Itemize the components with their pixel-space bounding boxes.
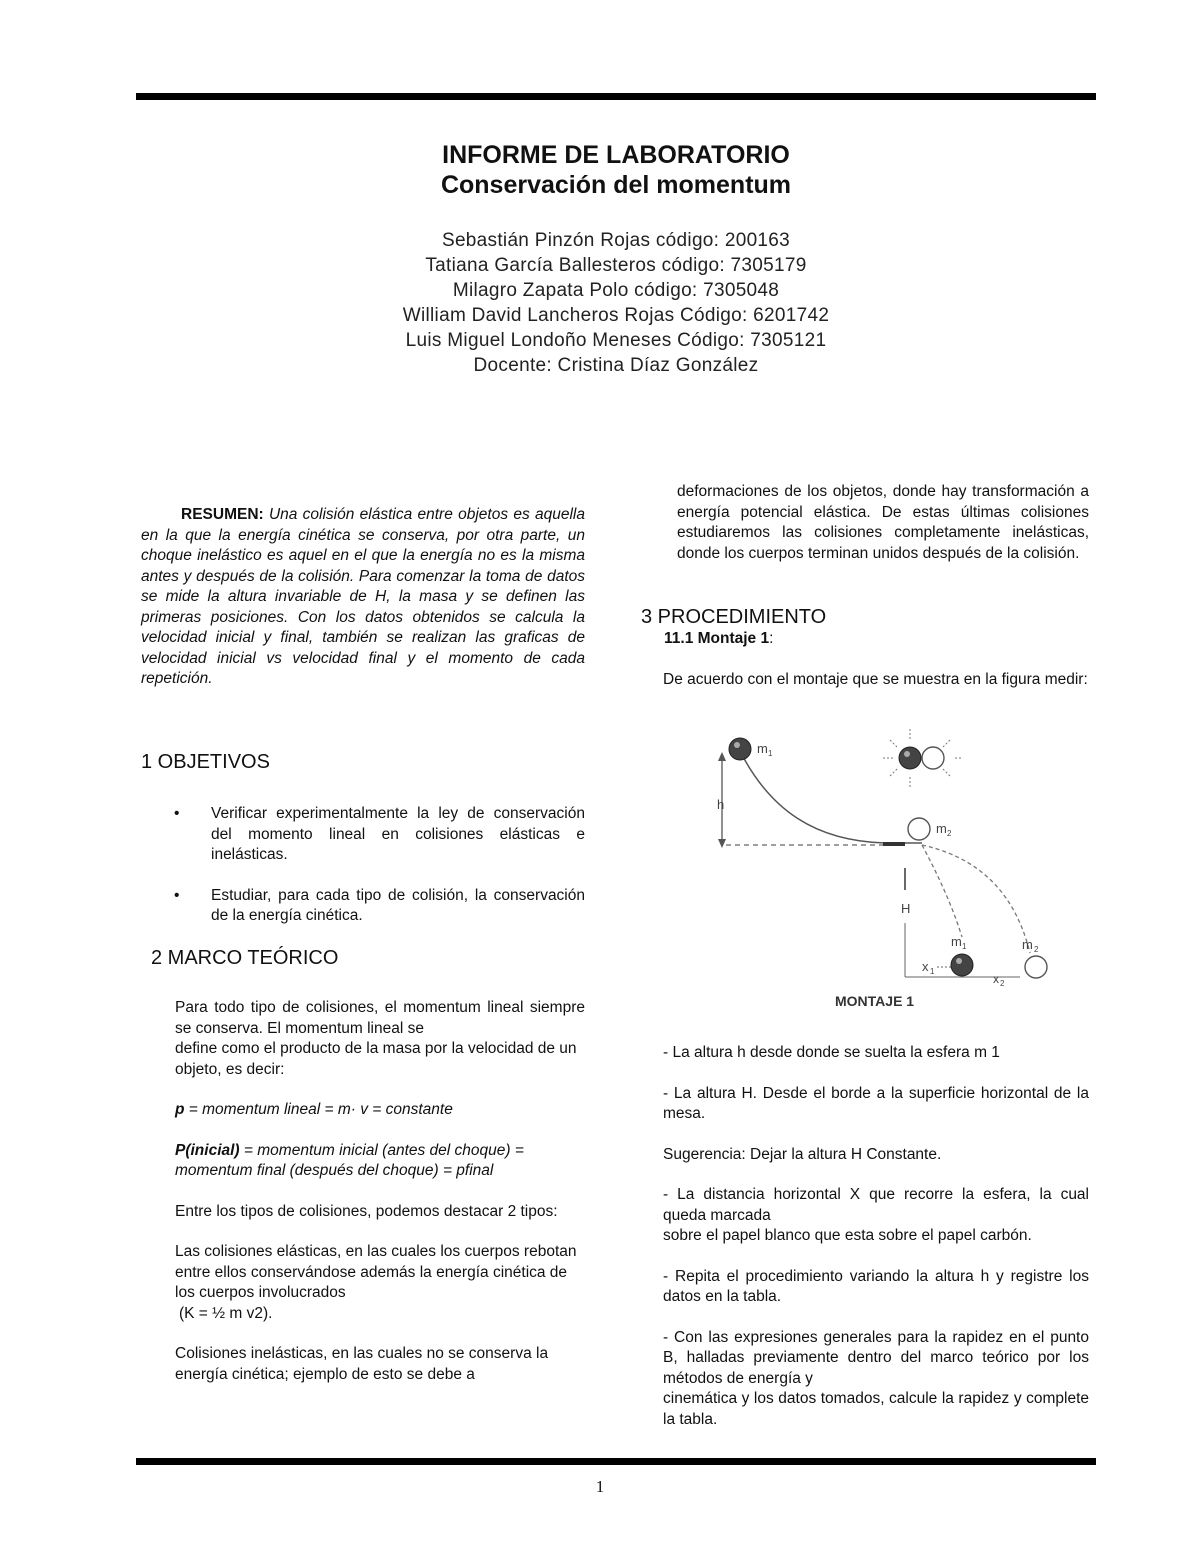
theory-paragraph: Entre los tipos de colisiones, podemos destacar 2 tipos:: [175, 1202, 558, 1220]
author-line: Milagro Zapata Polo código: 7305048: [452, 280, 780, 301]
equation-conservation: [175, 1141, 585, 1182]
author-list: [136, 228, 1096, 378]
ball-highlight-icon: [956, 958, 962, 964]
abstract-block: [141, 505, 585, 690]
abstract-label: RESUMEN:: [181, 506, 264, 523]
top-rule: [136, 93, 1096, 100]
m1-top-sub: 1: [768, 749, 773, 758]
title-block: [136, 140, 1096, 378]
list-item: [141, 804, 585, 866]
theory-paragraph: define como el producto de la masa por la velocidad de un objeto, es decir:: [175, 1040, 577, 1078]
teacher-line: Docente: Cristina Díaz González: [473, 355, 759, 376]
equation-momentum: [175, 1100, 585, 1121]
procedure-intro: De acuerdo con el montaje que se muestra en la figura medir:: [663, 670, 1088, 688]
m2-bottom-sub: 2: [1034, 945, 1039, 954]
author-line: Sebastián Pinzón Rojas código: 200163: [441, 230, 791, 251]
procedure-heading: 3 PROCEDIMIENTO: [641, 606, 827, 628]
procedure-item: - La distancia horizontal X que recorre la esfera, la cual queda marcada: [663, 1186, 1089, 1224]
theory-section: [175, 998, 585, 1385]
ball-highlight-icon: [734, 742, 740, 748]
trajectory-m2: [922, 845, 1030, 953]
procedure-item: Sugerencia: Dejar la altura H Constante.: [663, 1145, 942, 1163]
theory-paragraph: Colisiones inelásticas, en las cuales no se conserva la energía cinética; ejemplo de esto se debe a: [175, 1345, 549, 1383]
collision-icon: [883, 729, 962, 787]
m1-bottom-sub: 1: [962, 942, 967, 951]
objectives-section: [141, 750, 585, 947]
abstract-paragraph: [141, 505, 585, 690]
arrow-head-icon: [718, 839, 726, 848]
list-item: [141, 886, 585, 927]
procedure-item: sobre el papel blanco que esta sobre el papel carbón.: [663, 1227, 1032, 1244]
objective-text: Estudiar, para cada tipo de colisión, la conservación de la energía cinética.: [211, 886, 585, 924]
report-title: INFORME DE LABORATORIO: [442, 141, 790, 169]
theory-heading-wrap: [151, 946, 585, 970]
subheading-colon: :: [769, 630, 774, 647]
equation-symbol: P(inicial): [175, 1141, 240, 1159]
arrow-head-icon: [718, 752, 726, 761]
ramp-curve: [740, 751, 922, 843]
ball-m2-icon: [908, 818, 930, 840]
subheading-text: 11.1 Montaje 1: [664, 630, 770, 647]
x1-sub: 1: [930, 967, 935, 976]
equation-text: = momentum inicial (antes del choque) = momentum final (después del choque) = pfinal: [175, 1141, 524, 1179]
ball-m1-icon: [729, 738, 751, 760]
abstract-text: Una colisión elástica entre objetos es aquella en la que la energía cinética se conserva, por otra parte, un choque inelástico es aquel en el que la energía no es la misma antes y después de la colisión. Para comenzar la toma de datos se mide la altura invariable de H, la masa y se definen las primeras posiciones. Con los datos obtenidos se calcula la velocidad inicial y final, también se realizan las graficas de velocidad inicial vs velocidad final y el momento de cada repetición.: [141, 506, 585, 687]
ball-m1-landed-icon: [951, 954, 973, 976]
procedure-item: - La altura h desde donde se suelta la esfera m 1: [663, 1044, 1000, 1061]
theory-heading: 2 MARCO TEÓRICO: [151, 947, 339, 969]
bullet-icon: •: [174, 886, 180, 904]
m2-bottom-label: m: [1022, 937, 1033, 952]
bullet-icon: •: [174, 805, 180, 822]
author-line: William David Lancheros Rojas Código: 6201742: [402, 305, 830, 326]
procedure-item: - Con las expresiones generales para la rapidez en el punto B, halladas previamente dentro del marco teórico por los métodos de energía y: [663, 1328, 1089, 1387]
procedure-subheading: [641, 629, 1089, 650]
report-subtitle: Conservación del momentum: [440, 171, 792, 199]
procedure-section: [641, 605, 1089, 690]
procedure-item: - La altura H. Desde el borde a la superficie horizontal de la mesa.: [663, 1084, 1089, 1122]
procedure-item: cinemática y los datos tomados, calcule la rapidez y complete la tabla.: [663, 1390, 1089, 1428]
theory-paragraph: Las colisiones elásticas, en las cuales los cuerpos rebotan entre ellos conservándose además la energía cinética de los cuerpos involucrados: [175, 1243, 577, 1301]
x2-sub: 2: [1000, 979, 1005, 988]
h-label: h: [717, 797, 725, 812]
montaje-figure: [700, 725, 1070, 1015]
m1-bottom-label: m: [951, 934, 962, 949]
page-number: 1: [595, 1477, 605, 1496]
figure-caption: MONTAJE 1: [835, 993, 915, 1009]
m2-mid-label: m: [936, 821, 947, 836]
objectives-heading: 1 OBJETIVOS: [141, 751, 270, 773]
ball-m2-landed-icon: [1025, 956, 1047, 978]
equation-symbol: p: [175, 1101, 185, 1118]
procedure-item: - Repita el procedimiento variando la altura h y registre los datos en la tabla.: [663, 1267, 1089, 1305]
theory-continuation: [677, 482, 1089, 564]
theory-paragraph: deformaciones de los objetos, donde hay transformación a energía potencial elástica. De estas últimas colisiones estudiaremos las colisiones completamente inelásticas, donde los cuerpos terminan unidos después de la colisión.: [677, 483, 1089, 562]
theory-paragraph: Para todo tipo de colisiones, el momentum lineal siempre se conserva. El momentum lineal se: [175, 999, 585, 1037]
objectives-list: [141, 804, 585, 927]
author-line: Tatiana García Ballesteros código: 7305179: [425, 255, 807, 276]
trajectory-m1: [922, 845, 962, 937]
equation-text: = momentum lineal = m· v = constante: [184, 1101, 453, 1118]
bottom-rule: [136, 1458, 1096, 1465]
x2-label: x: [993, 972, 999, 986]
x1-label: x: [922, 959, 929, 974]
kinetic-energy-formula: (K = ½ m v2).: [179, 1304, 273, 1322]
ramp-edge: [883, 842, 905, 846]
procedure-items: [663, 1043, 1089, 1430]
H-label: H: [901, 901, 911, 916]
author-line: Luis Miguel Londoño Meneses Código: 7305121: [405, 330, 827, 351]
objective-text: Verificar experimentalmente la ley de conservación del momento lineal en colisiones elásticas e inelásticas.: [211, 805, 585, 863]
m1-top-label: m: [757, 741, 768, 756]
m2-mid-sub: 2: [947, 829, 952, 838]
